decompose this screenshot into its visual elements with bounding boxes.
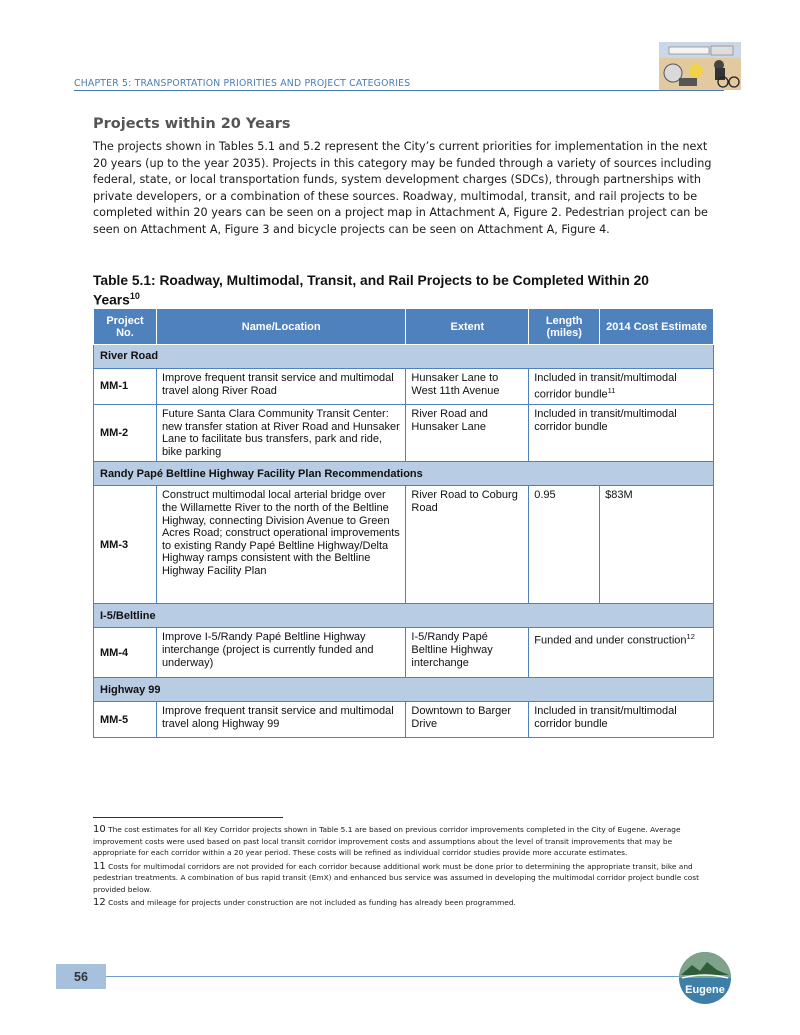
project-extent: Hunsaker Lane to West 11th Avenue xyxy=(406,369,529,405)
project-id: MM-2 xyxy=(94,405,157,462)
footnote-divider xyxy=(93,817,283,818)
project-id: MM-1 xyxy=(94,369,157,405)
project-id: MM-4 xyxy=(94,628,157,678)
table-row xyxy=(94,486,714,604)
project-name: Improve frequent transit service and multimodal travel along Highway 99 xyxy=(156,702,405,738)
group-row-i5-beltline xyxy=(94,604,714,628)
table-title xyxy=(93,273,693,308)
footnote-ref[interactable]: 12 xyxy=(686,632,695,642)
project-name: Improve I-5/Randy Papé Beltline Highway interchange (project is currently funded and underway) xyxy=(156,628,405,678)
footnote-12 xyxy=(93,897,713,909)
section-title: Projects within 20 Years xyxy=(93,116,291,132)
chapter-header: CHAPTER 5: TRANSPORTATION PRIORITIES AND PROJECT CATEGORIES xyxy=(74,78,411,89)
footnote-text: Costs for multimodal corridors are not provided for each corridor because additional work must be done prior to determining the appropriate transit, bike and pedestrian treatments. A combination of bus rapid transit (EmX) and enhanced bus service was assumed in developing the multimodal corridor project bundle cost provided below. xyxy=(93,861,700,894)
length-cost-text: Funded and under construction xyxy=(534,635,687,648)
footnote-text: The cost estimates for all Key Corridor projects shown in Table 5.1 are based on previous corridor improvements completed in the City of Eugene. Average improvement costs were used based on past local transit corridor improvement costs and assumptions about the level of transit improvements that may be appropriate for each corridor within a 20 year period. These costs will be refined as individual corridor studies provide more accurate estimates. xyxy=(93,825,681,857)
group-label: I-5/Beltline xyxy=(94,604,714,628)
intro-paragraph: The projects shown in Tables 5.1 and 5.2 represent the City’s current priorities for implementation in the next 20 years (up to the year 2035). Projects in this category may be funded through a variety of sources including federal, state, or local transportation funds, system development charges (SDCs), through partnerships with private developers, or a combination of these sources. Roadway, multimodal, transit, and rail projects to be completed within 20 years can be seen on a project map in Attachment A, Figure 2. Pedestrian project can be seen on Attachment A, Figure 3 and bicycle projects can be seen on Attachment A, Figure 4. xyxy=(93,140,712,236)
header-divider xyxy=(74,90,724,91)
project-name: Future Santa Clara Community Transit Center: new transfer station at River Road and Hunsaker Lane to facilitate bus transfers, park and ride, bike parking xyxy=(156,405,405,462)
footnote-ref[interactable]: 11 xyxy=(607,385,616,395)
table-header-row xyxy=(94,309,714,345)
project-extent: I-5/Randy Papé Beltline Highway interchange xyxy=(406,628,529,678)
project-extent: Downtown to Barger Drive xyxy=(406,702,529,738)
table-row xyxy=(94,702,714,738)
project-cost: $83M xyxy=(600,486,714,604)
project-name: Improve frequent transit service and multimodal travel along River Road xyxy=(156,369,405,405)
table-row xyxy=(94,369,714,405)
col-header-extent: Extent xyxy=(406,309,529,345)
project-id: MM-5 xyxy=(94,702,157,738)
col-header-cost: 2014 Cost Estimate xyxy=(600,309,714,345)
col-header-length: Length (miles) xyxy=(529,309,600,345)
group-label: Highway 99 xyxy=(94,678,714,702)
footnote-number: 11 xyxy=(93,860,106,872)
footnote-11 xyxy=(93,861,713,896)
col-header-name: Name/Location xyxy=(156,309,405,345)
svg-text:Eugene: Eugene xyxy=(685,984,725,996)
table-row xyxy=(94,628,714,678)
project-id: MM-3 xyxy=(94,486,157,604)
project-length-cost xyxy=(529,369,714,405)
project-length: 0.95 xyxy=(529,486,600,604)
project-extent: River Road and Hunsaker Lane xyxy=(406,405,529,462)
length-cost-text: Included in transit/multimodal corridor bundle xyxy=(534,372,677,401)
footer-divider xyxy=(106,976,684,977)
group-label: Randy Papé Beltline Highway Facility Plan Recommendations xyxy=(94,462,714,486)
project-length-cost xyxy=(529,628,714,678)
project-length-cost: Included in transit/multimodal corridor bundle xyxy=(529,405,714,462)
table-title-text: Table 5.1: Roadway, Multimodal, Transit, and Rail Projects to be Completed Within 20 Years xyxy=(93,273,649,308)
table-title-footnote-ref[interactable]: 10 xyxy=(129,290,140,301)
footnote-number: 12 xyxy=(93,897,106,908)
transportation-collage-icon xyxy=(659,42,741,90)
project-name: Construct multimodal local arterial bridge over the Willamette River to the north of the Beltline Highway, connecting Division Avenue to Green Acres Road; construct operational improvements to existing Randy Papé Beltline Highway/Delta Highway ramps consistent with the Beltline Highway Facility Plan xyxy=(156,486,405,604)
project-length-cost: Included in transit/multimodal corridor bundle xyxy=(529,702,714,738)
footnote-number: 10 xyxy=(93,824,106,835)
project-extent: River Road to Coburg Road xyxy=(406,486,529,604)
projects-table xyxy=(93,308,714,738)
footnote-text: Costs and mileage for projects under construction are not included as funding has already been programmed. xyxy=(108,898,516,907)
col-header-project-no: Project No. xyxy=(94,309,157,345)
group-label: River Road xyxy=(94,345,714,369)
group-row-beltline-facility-plan xyxy=(94,462,714,486)
group-row-highway-99 xyxy=(94,678,714,702)
footnote-10 xyxy=(93,824,713,859)
eugene-logo-icon xyxy=(676,951,734,1005)
table-row xyxy=(94,405,714,462)
page-number: 56 xyxy=(56,964,106,989)
footnotes xyxy=(93,824,713,911)
group-row-river-road xyxy=(94,345,714,369)
